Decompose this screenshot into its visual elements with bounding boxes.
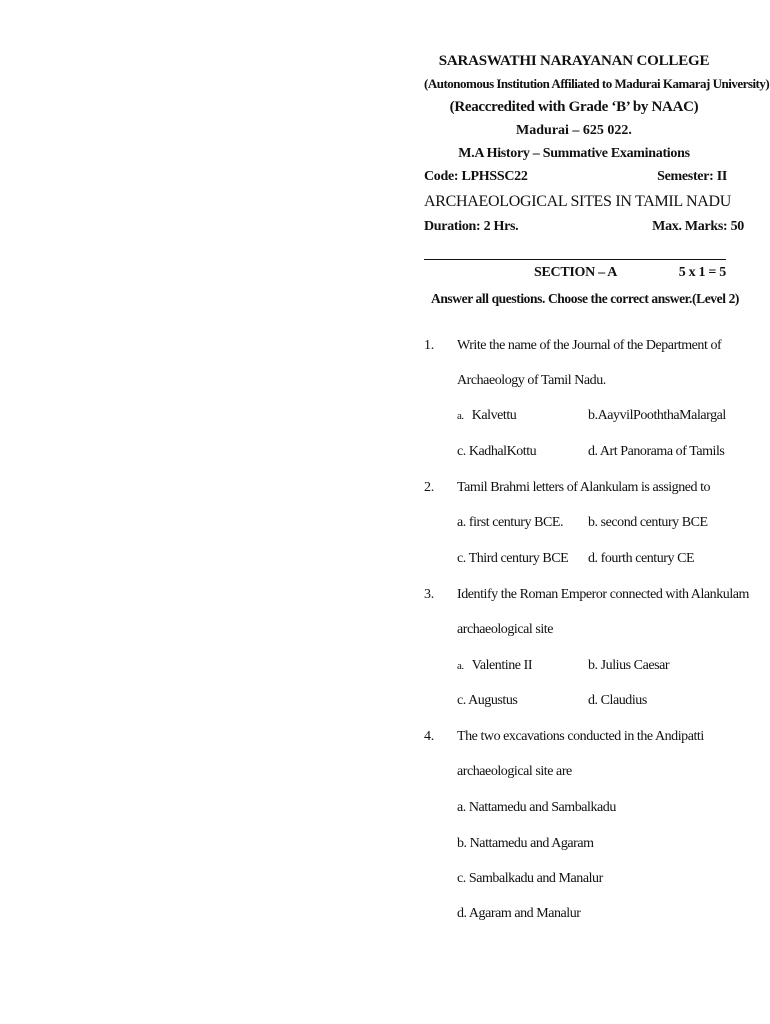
question-number: 1.	[424, 338, 434, 353]
option-a	[457, 408, 516, 424]
option-c: c. Third century BCE	[457, 551, 569, 566]
option-c: c. KadhalKottu	[457, 444, 537, 459]
section-instruction: Answer all questions. Choose the correct answer.(Level 2)	[430, 291, 740, 306]
option-a: a. first century BCE.	[457, 515, 564, 530]
option-c: c. Augustus	[457, 693, 518, 708]
section-marks: 5 x 1 = 5	[678, 265, 726, 280]
option-d: d. Claudius	[588, 693, 647, 708]
option-text: Kalvettu	[471, 408, 517, 423]
question-text: Write the name of the Journal of the Department of	[457, 338, 722, 353]
exam-name: M.A History – Summative Examinations	[458, 146, 690, 161]
option-b: b. Julius Caesar	[588, 658, 670, 673]
option-text: Valentine II	[471, 658, 533, 673]
option-b: b. second century BCE	[588, 515, 708, 530]
max-marks: Max. Marks: 50	[652, 219, 744, 234]
option-b: b.AayvilPooththaMalargal	[588, 408, 726, 423]
accreditation: (Reaccredited with Grade ‘B’ by NAAC)	[449, 99, 699, 115]
semester: Semester: II	[657, 169, 727, 184]
option-d: d. fourth century CE	[588, 551, 695, 566]
question-text: archaeological site	[457, 622, 554, 637]
college-name: SARASWATHI NARAYANAN COLLEGE	[438, 53, 710, 69]
option-marker: a.	[457, 410, 464, 422]
question-text: Tamil Brahmi letters of Alankulam is assigned to	[457, 480, 711, 495]
option-d: d. Art Panorama of Tamils	[588, 444, 725, 459]
course-code: Code: LPHSSC22	[424, 169, 528, 184]
duration: Duration: 2 Hrs.	[424, 219, 519, 234]
header-divider	[424, 259, 726, 260]
question-text: archaeological site are	[457, 764, 572, 779]
college-address: Madurai – 625 022.	[516, 123, 632, 138]
question-number: 2.	[424, 480, 434, 495]
option-marker: a.	[457, 660, 464, 672]
option-a	[457, 658, 532, 674]
option-c: c. Sambalkadu and Manalur	[457, 871, 603, 886]
question-text: Identify the Roman Emperor connected with Alankulam	[457, 587, 749, 602]
option-a: a. Nattamedu and Sambalkadu	[457, 800, 616, 815]
option-b: b. Nattamedu and Agaram	[457, 836, 594, 851]
section-name: SECTION – A	[534, 265, 618, 280]
college-affiliation: (Autonomous Institution Affiliated to Madurai Kamaraj University)	[424, 76, 770, 91]
option-d: d. Agaram and Manalur	[457, 906, 581, 921]
question-text: The two excavations conducted in the Andipatti	[457, 729, 704, 744]
question-text: Archaeology of Tamil Nadu.	[457, 373, 606, 388]
question-number: 3.	[424, 587, 434, 602]
paper-title: ARCHAEOLOGICAL SITES IN TAMIL NADU	[424, 193, 732, 210]
question-number: 4.	[424, 729, 434, 744]
